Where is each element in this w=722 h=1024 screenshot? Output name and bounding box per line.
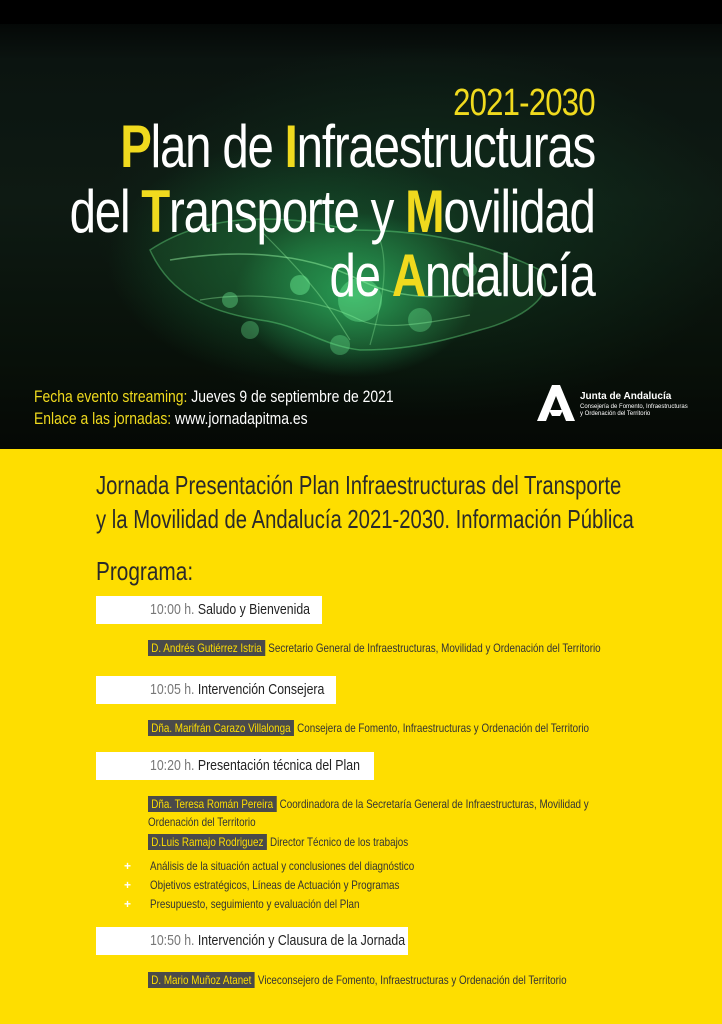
speaker-2: Dña. Marifrán Carazo Villalonga Consejera de Fomento, Infraestructuras y Ordenación del Territorio [148,720,589,736]
schedule-item-4: 10:50 h. Intervención y Clausura de la Jornada [96,927,408,955]
link-label: Enlace a las jornadas: [34,409,172,428]
speaker-5: D. Mario Muñoz Atanet Viceconsejero de Fomento, Infraestructuras y Ordenación del Territorio [148,972,567,988]
plan-period: 2021-2030 [453,82,595,124]
schedule-item-2: 10:05 h. Intervención Consejera [96,676,336,704]
junta-a-icon [535,383,575,423]
agenda-bullet-2: + Objetivos estratégicos, Líneas de Actuación y Programas [124,878,400,892]
hero-banner [0,0,722,449]
event-link[interactable]: www.jornadapitma.es [175,409,308,428]
agenda-bullet-1: + Análisis de la situación actual y conclusiones del diagnóstico [124,859,415,873]
event-info [34,386,394,430]
speaker-3: Dña. Teresa Román Pereira Coordinadora de la Secretaría General de Infraestructuras, Movilidad y [148,796,589,812]
agenda-bullet-3: + Presupuesto, seguimiento y evaluación del Plan [124,897,360,911]
speaker-1: D. Andrés Gutiérrez Istria Secretario General de Infraestructuras, Movilidad y Ordenación del Territorio [148,640,601,656]
plan-title-line-2: del Transporte y Movilidad [69,178,595,245]
schedule-item-1: 10:00 h. Saludo y Bienvenida [96,596,322,624]
date-value: Jueves 9 de septiembre de 2021 [191,387,394,406]
schedule-item-3: 10:20 h. Presentación técnica del Plan [96,752,374,780]
program-heading: Programa: [96,556,194,586]
plan-title-line-3: de Andalucía [329,242,595,309]
speaker-4: D.Luis Ramajo Rodriguez Director Técnico de los trabajos [148,834,408,850]
event-title: Jornada Presentación Plan Infraestructuras del Transporte y la Movilidad de Andalucía 2021-2030. Información Pública [96,470,634,534]
plan-title-line-1: Plan de Infraestructuras [120,113,595,180]
date-label: Fecha evento streaming: [34,387,188,406]
junta-andalucia-logo: Junta de Andalucía Consejería de Fomento, Infraestructuras y Ordenación del Territorio [535,380,705,430]
speaker-3-role-cont: Ordenación del Territorio [148,815,256,829]
